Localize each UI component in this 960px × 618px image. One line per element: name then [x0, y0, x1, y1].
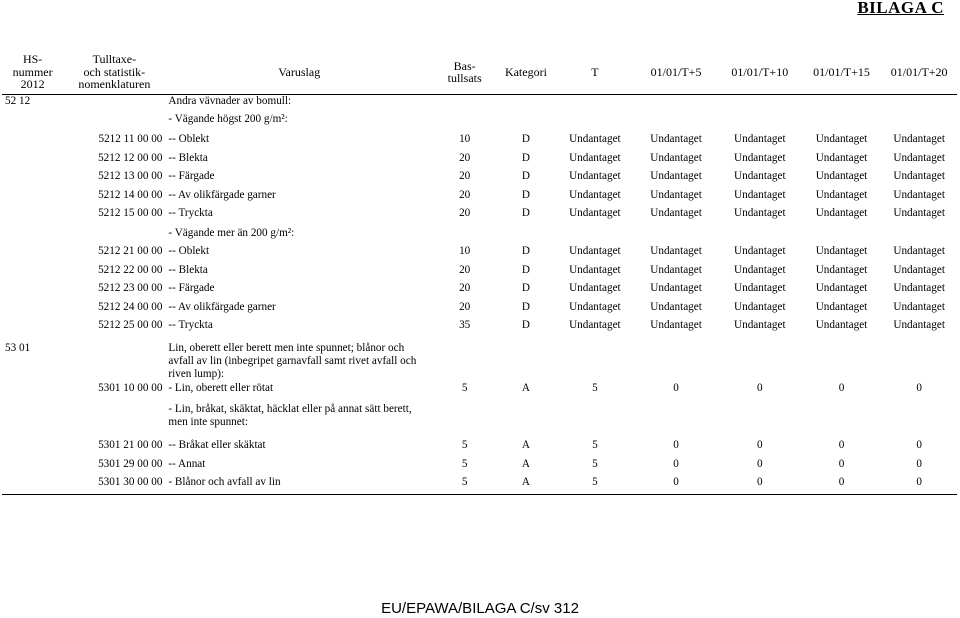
cell-hs: 52 12: [5, 95, 31, 107]
cell-cn-code: 5212 12 00 00: [98, 151, 163, 164]
cell-hs: [2, 439, 63, 457]
cell-base-rate: 10: [459, 245, 471, 258]
cell-description: -- Av olikfärgade garner: [168, 300, 276, 313]
table-row: [2, 458, 957, 476]
cell-t15: Undantaget: [815, 188, 868, 201]
cell-hs: [2, 113, 63, 133]
cell-t15: 0: [838, 457, 845, 470]
cell-cn-code: 5212 22 00 00: [98, 263, 163, 276]
cell-t5: [634, 227, 718, 245]
cell-cn-code: 5301 10 00 00: [98, 381, 163, 394]
cell-category: A: [521, 457, 530, 470]
cell-description: -- Blekta: [168, 151, 208, 164]
table-row: [2, 319, 957, 339]
cell-t10: Undantaget: [734, 151, 786, 164]
cell-t20: 0: [916, 457, 922, 470]
cell-t5: 0: [673, 439, 679, 452]
table-row: [2, 189, 957, 207]
cell-hs: [2, 458, 63, 476]
cell-t10: [718, 227, 802, 245]
cell-cn-code: 5301 30 00 00: [98, 476, 163, 489]
cell-t10: Undantaget: [734, 188, 786, 201]
cell-base-rate: 20: [459, 151, 471, 164]
cell-base-rate: 5: [461, 439, 468, 452]
header-t15: 01/01/T+15: [813, 64, 870, 79]
cell-cn-code: [63, 95, 165, 114]
cell-cn-code: 5212 23 00 00: [98, 282, 163, 295]
cell-category: [496, 95, 555, 114]
cell-hs: [2, 227, 63, 245]
cell-t5: Undantaget: [650, 282, 702, 295]
cell-base-rate: 5: [461, 381, 468, 394]
cell-description: -- Av olikfärgade garner: [168, 188, 276, 201]
header-t: T: [591, 64, 599, 79]
header-hs: HS- nummer 2012: [12, 52, 53, 92]
cell-t15: Undantaget: [815, 170, 868, 183]
cell-description: -- Färgade: [168, 170, 215, 183]
cell-t15: Undantaget: [815, 318, 868, 331]
cell-t20: [881, 400, 957, 439]
cell-t15: [802, 95, 882, 114]
cell-t15: Undantaget: [815, 245, 868, 258]
header-base-rate: Bas- tullsats: [447, 58, 482, 85]
cell-t5: [634, 339, 718, 382]
cell-t10: Undantaget: [734, 245, 786, 258]
cell-category: D: [521, 151, 530, 164]
cell-t20: [881, 95, 957, 114]
cell-cn-code: [63, 400, 165, 439]
cell-t15: Undantaget: [815, 300, 868, 313]
cell-cn-code: 5212 21 00 00: [98, 245, 163, 258]
cell-t: Undantaget: [569, 133, 621, 146]
cell-description: -- Oblekt: [168, 245, 210, 258]
cell-base-rate: [433, 95, 496, 114]
cell-t: [556, 95, 635, 114]
cell-base-rate: 5: [461, 457, 468, 470]
cell-t10: Undantaget: [734, 206, 786, 219]
cell-category: D: [521, 133, 530, 146]
table-row: [2, 301, 957, 319]
cell-description: Andra vävnader av bomull:: [168, 95, 292, 107]
cell-category: D: [521, 263, 530, 276]
cell-cn-code: 5212 11 00 00: [98, 133, 163, 146]
cell-cn-code: 5212 15 00 00: [98, 206, 163, 219]
cell-description: -- Färgade: [168, 282, 215, 295]
table-row: [2, 476, 957, 495]
table-row: [2, 282, 957, 300]
table-row: [2, 207, 957, 227]
cell-description: - Vägande mer än 200 g/m²:: [168, 226, 295, 239]
cell-t15: Undantaget: [815, 151, 868, 164]
cell-base-rate: 10: [459, 133, 471, 146]
cell-t: [556, 400, 635, 439]
cell-t: Undantaget: [569, 245, 621, 258]
cell-t: Undantaget: [569, 151, 621, 164]
cell-t10: [718, 400, 802, 439]
cell-t5: 0: [673, 381, 679, 394]
cell-description: -- Tryckta: [168, 206, 213, 219]
cell-t10: 0: [757, 381, 763, 394]
cell-t5: Undantaget: [650, 170, 702, 183]
cell-base-rate: [433, 400, 496, 439]
cell-t5: Undantaget: [650, 245, 702, 258]
cell-t20: [881, 113, 957, 133]
cell-t20: Undantaget: [893, 188, 945, 201]
cell-t: [556, 227, 635, 245]
cell-cn-code: 5212 25 00 00: [98, 318, 163, 331]
cell-t15: 0: [838, 381, 845, 394]
cell-base-rate: 20: [459, 300, 471, 313]
cell-t10: Undantaget: [734, 300, 786, 313]
cell-t: Undantaget: [569, 318, 621, 331]
cell-t: 5: [592, 381, 598, 394]
cell-cn-code: [63, 339, 165, 382]
cell-base-rate: 20: [459, 263, 471, 276]
cell-category: A: [521, 476, 530, 489]
table-row: [2, 339, 957, 382]
cell-t: Undantaget: [569, 188, 621, 201]
cell-t20: 0: [916, 439, 922, 452]
cell-t5: Undantaget: [650, 151, 702, 164]
cell-description: -- Bråkat eller skäktat: [168, 439, 266, 452]
cell-base-rate: [433, 113, 496, 133]
table-row: [2, 439, 957, 457]
cell-description: -- Blekta: [168, 263, 208, 276]
cell-description: - Vägande högst 200 g/m²:: [168, 113, 288, 126]
header-t10: 01/01/T+10: [731, 64, 789, 79]
cell-t20: Undantaget: [893, 170, 945, 183]
cell-base-rate: 20: [459, 206, 471, 219]
cell-base-rate: 35: [459, 318, 471, 331]
cell-hs: [2, 207, 63, 227]
cell-base-rate: 20: [459, 282, 471, 295]
cell-t: [556, 339, 635, 382]
cell-t: 5: [592, 439, 598, 452]
cell-cn-code: 5212 24 00 00: [98, 300, 163, 313]
cell-t15: Undantaget: [815, 282, 868, 295]
cell-cn-code: 5212 13 00 00: [98, 170, 163, 183]
cell-t5: [634, 400, 718, 439]
cell-category: D: [521, 282, 530, 295]
cell-t20: 0: [916, 381, 922, 394]
cell-t20: Undantaget: [893, 282, 945, 295]
cell-t15: [802, 113, 882, 133]
table-row: [2, 227, 957, 245]
cell-description: -- Annat: [168, 457, 206, 470]
table-row: [2, 264, 957, 282]
cell-t15: 0: [838, 439, 845, 452]
cell-hs: [2, 170, 63, 188]
cell-t5: Undantaget: [650, 263, 702, 276]
cell-t15: [802, 400, 882, 439]
cell-base-rate: 5: [461, 476, 468, 489]
cell-description: - Lin, oberett eller rötat: [168, 381, 274, 394]
header-t5: 01/01/T+5: [650, 64, 702, 79]
cell-t: Undantaget: [569, 206, 621, 219]
cell-t20: Undantaget: [893, 245, 945, 258]
cell-t5: 0: [673, 476, 679, 489]
cell-category: [496, 113, 555, 133]
cell-category: A: [521, 381, 530, 394]
cell-hs: [2, 476, 63, 495]
cell-description: Lin, oberett eller berett men inte spunnet; blånor och avfall av lin (inbegripet garnavfall samt rivet avfall och riven lump):: [168, 341, 417, 380]
cell-t15: Undantaget: [815, 263, 868, 276]
cell-t20: Undantaget: [893, 206, 945, 219]
cell-t20: Undantaget: [893, 263, 945, 276]
cell-category: [496, 400, 555, 439]
cell-category: D: [521, 245, 530, 258]
cell-t: Undantaget: [569, 300, 621, 313]
table-row: [2, 400, 957, 439]
cell-category: D: [521, 300, 530, 313]
cell-t10: [718, 113, 802, 133]
cell-hs: [2, 319, 63, 339]
cell-t5: Undantaget: [650, 206, 702, 219]
cell-t20: Undantaget: [893, 300, 945, 313]
table-row: [2, 113, 957, 133]
cell-cn-code: [63, 113, 165, 133]
cell-t5: Undantaget: [650, 300, 702, 313]
cell-hs: [2, 382, 63, 400]
cell-base-rate: 20: [459, 188, 471, 201]
cell-t10: Undantaget: [734, 133, 786, 146]
cell-hs: [2, 301, 63, 319]
cell-hs: [2, 189, 63, 207]
header-category: Kategori: [504, 64, 547, 79]
cell-t10: Undantaget: [734, 318, 786, 331]
cell-t15: Undantaget: [815, 133, 868, 146]
cell-t10: 0: [757, 457, 763, 470]
cell-t10: [718, 95, 802, 114]
cell-t5: [634, 95, 718, 114]
cell-category: D: [521, 170, 530, 183]
cell-t: 5: [592, 457, 598, 470]
page-footer: EU/EPAWA/BILAGA C/sv 312: [381, 600, 579, 617]
cell-cn-code: [63, 227, 165, 245]
cell-base-rate: [433, 339, 496, 382]
annex-title: BILAGA C: [857, 0, 944, 17]
cell-t15: [802, 339, 882, 382]
cell-category: D: [521, 206, 530, 219]
cell-hs: [2, 245, 63, 263]
cell-category: D: [521, 188, 530, 201]
table-header-row: [2, 50, 957, 95]
cell-base-rate: 20: [459, 170, 471, 183]
cell-hs: [2, 400, 63, 439]
cell-t20: [881, 227, 957, 245]
table-row: [2, 95, 957, 114]
cell-t: Undantaget: [569, 263, 621, 276]
cell-t10: 0: [757, 439, 763, 452]
cell-category: D: [521, 318, 530, 331]
table-row: [2, 152, 957, 170]
cell-base-rate: [433, 227, 496, 245]
header-t20: 01/01/T+20: [890, 64, 948, 79]
cell-hs: [2, 282, 63, 300]
cell-hs: [2, 133, 63, 151]
cell-cn-code: 5301 29 00 00: [98, 457, 163, 470]
cell-t20: Undantaget: [893, 318, 945, 331]
cell-t10: [718, 339, 802, 382]
cell-t10: Undantaget: [734, 282, 786, 295]
cell-t: [556, 113, 635, 133]
cell-hs: [2, 152, 63, 170]
cell-t20: 0: [916, 476, 922, 489]
cell-t: Undantaget: [569, 282, 621, 295]
cell-t: 5: [592, 476, 598, 489]
cell-t15: [802, 227, 882, 245]
header-cn: Tulltaxe- och statistik- nomenklaturen: [78, 52, 151, 92]
table-row: [2, 245, 957, 263]
cell-t20: [881, 339, 957, 382]
table-row: [2, 382, 957, 400]
cell-t10: 0: [757, 476, 763, 489]
cell-category: A: [521, 439, 530, 452]
header-description: Varuslag: [278, 64, 321, 79]
cell-category: [496, 227, 555, 245]
cell-cn-code: 5301 21 00 00: [98, 439, 163, 452]
cell-t20: Undantaget: [893, 133, 945, 146]
cell-description: -- Oblekt: [168, 133, 210, 146]
cell-t15: Undantaget: [815, 206, 868, 219]
cell-t5: Undantaget: [650, 133, 702, 146]
cell-t: Undantaget: [569, 170, 621, 183]
cell-description: - Lin, bråkat, skäktat, häcklat eller på annat sätt berett, men inte spunnet:: [168, 403, 412, 429]
table-row: [2, 170, 957, 188]
cell-category: [496, 339, 555, 382]
cell-description: - Blånor och avfall av lin: [168, 476, 281, 489]
cell-cn-code: 5212 14 00 00: [98, 188, 163, 201]
table-row: [2, 133, 957, 151]
cell-t5: [634, 113, 718, 133]
cell-t15: 0: [838, 476, 845, 489]
cell-t10: Undantaget: [734, 263, 786, 276]
cell-hs: 53 01: [5, 341, 31, 354]
cell-t20: Undantaget: [893, 151, 945, 164]
cell-hs: [2, 264, 63, 282]
cell-t10: Undantaget: [734, 170, 786, 183]
cell-t5: Undantaget: [650, 188, 702, 201]
cell-t5: Undantaget: [650, 318, 702, 331]
cell-t5: 0: [673, 457, 679, 470]
cell-description: -- Tryckta: [168, 318, 213, 331]
tariff-table: [2, 50, 957, 495]
